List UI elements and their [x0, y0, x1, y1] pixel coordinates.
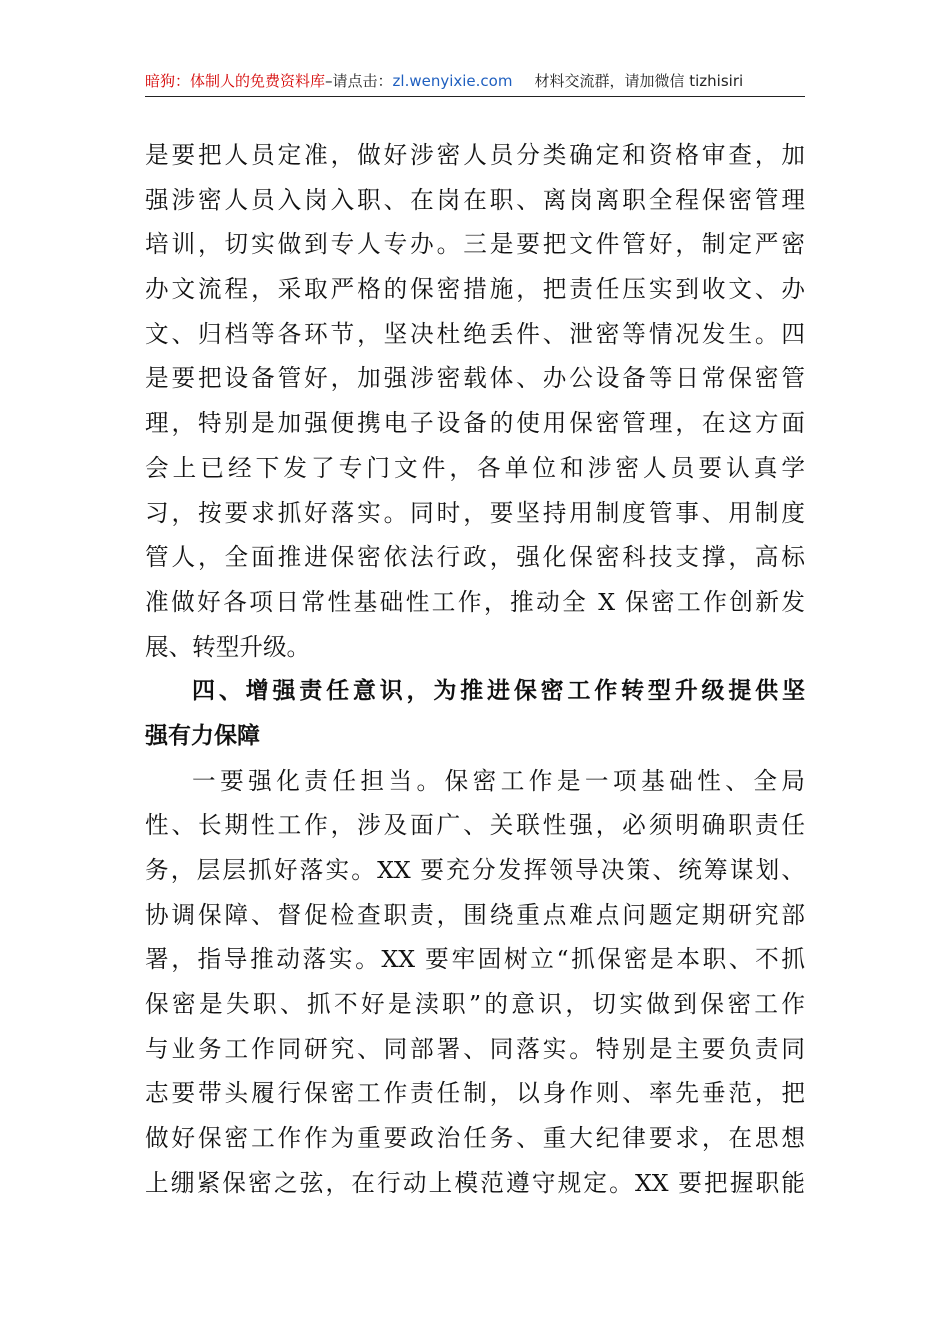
text-line: 上绷紧保密之弦，在行动上模范遵守规定。XX 要把握职能: [145, 1168, 805, 1197]
header-brand: 暗狗：体制人的免费资料库: [145, 72, 326, 90]
page-header: [145, 66, 805, 97]
text-line: 务，层层抓好落实。XX 要充分发挥领导决策、统筹谋划、: [145, 856, 805, 884]
header-site-link[interactable]: zl.wenyixie.com: [392, 72, 513, 90]
text-line: 习，按要求抓好落实。同时，要坚持用制度管事、用制度: [145, 498, 805, 527]
text-line: 文、归档等各环节，坚决杜绝丢件、泄密等情况发生。四: [145, 319, 805, 348]
text-line: 准做好各项日常性基础性工作，推动全 X 保密工作创新发: [145, 587, 805, 616]
header-contact: 材料交流群，请加微信 tizhisiri: [534, 72, 744, 90]
text-line: 志要带头履行保密工作责任制，以身作则、率先垂范，把: [145, 1079, 805, 1108]
header-click-prompt: –请点击：: [325, 72, 393, 90]
section-heading-cont: 强有力保障: [145, 722, 260, 749]
document-body: [145, 133, 805, 1206]
text-line: 一要强化责任担当。保密工作是一项基础性、全局: [192, 766, 805, 795]
text-line: 是要把设备管好，加强涉密载体、办公设备等日常保密管: [145, 364, 805, 393]
text-line: 做好保密工作作为重要政治任务、重大纪律要求，在思想: [145, 1124, 805, 1153]
text-line: 办文流程，采取严格的保密措施，把责任压实到收文、办: [145, 275, 805, 304]
text-line: 署，指导推动落实。XX 要牢固树立“抓保密是本职、不抓: [145, 945, 805, 974]
text-line: 理，特别是加强便携电子设备的使用保密管理，在这方面: [145, 409, 805, 438]
text-line: 培训，切实做到专人专办。三是要把文件管好，制定严密: [145, 230, 805, 259]
text-line: 强涉密人员入岗入职、在岗在职、离岗离职全程保密管理: [145, 185, 805, 214]
text-line: 保密是失职、抓不好是渎职”的意识，切实做到保密工作: [145, 990, 805, 1019]
text-line: 管人，全面推进保密依法行政，强化保密科技支撑，高标: [145, 543, 805, 572]
text-line: 会上已经下发了专门文件，各单位和涉密人员要认真学: [145, 453, 805, 482]
section-heading: 四、增强责任意识，为推进保密工作转型升级提供坚: [192, 678, 805, 705]
text-line: 展、转型升级。: [145, 632, 311, 661]
text-line: 是要把人员定准，做好涉密人员分类确定和资格审查，加: [145, 141, 805, 169]
text-line: 协调保障、督促检查职责，围绕重点难点问题定期研究部: [145, 900, 805, 929]
text-line: 性、长期性工作，涉及面广、关联性强，必须明确职责任: [145, 811, 805, 840]
text-line: 与业务工作同研究、同部署、同落实。特别是主要负责同: [145, 1034, 805, 1063]
